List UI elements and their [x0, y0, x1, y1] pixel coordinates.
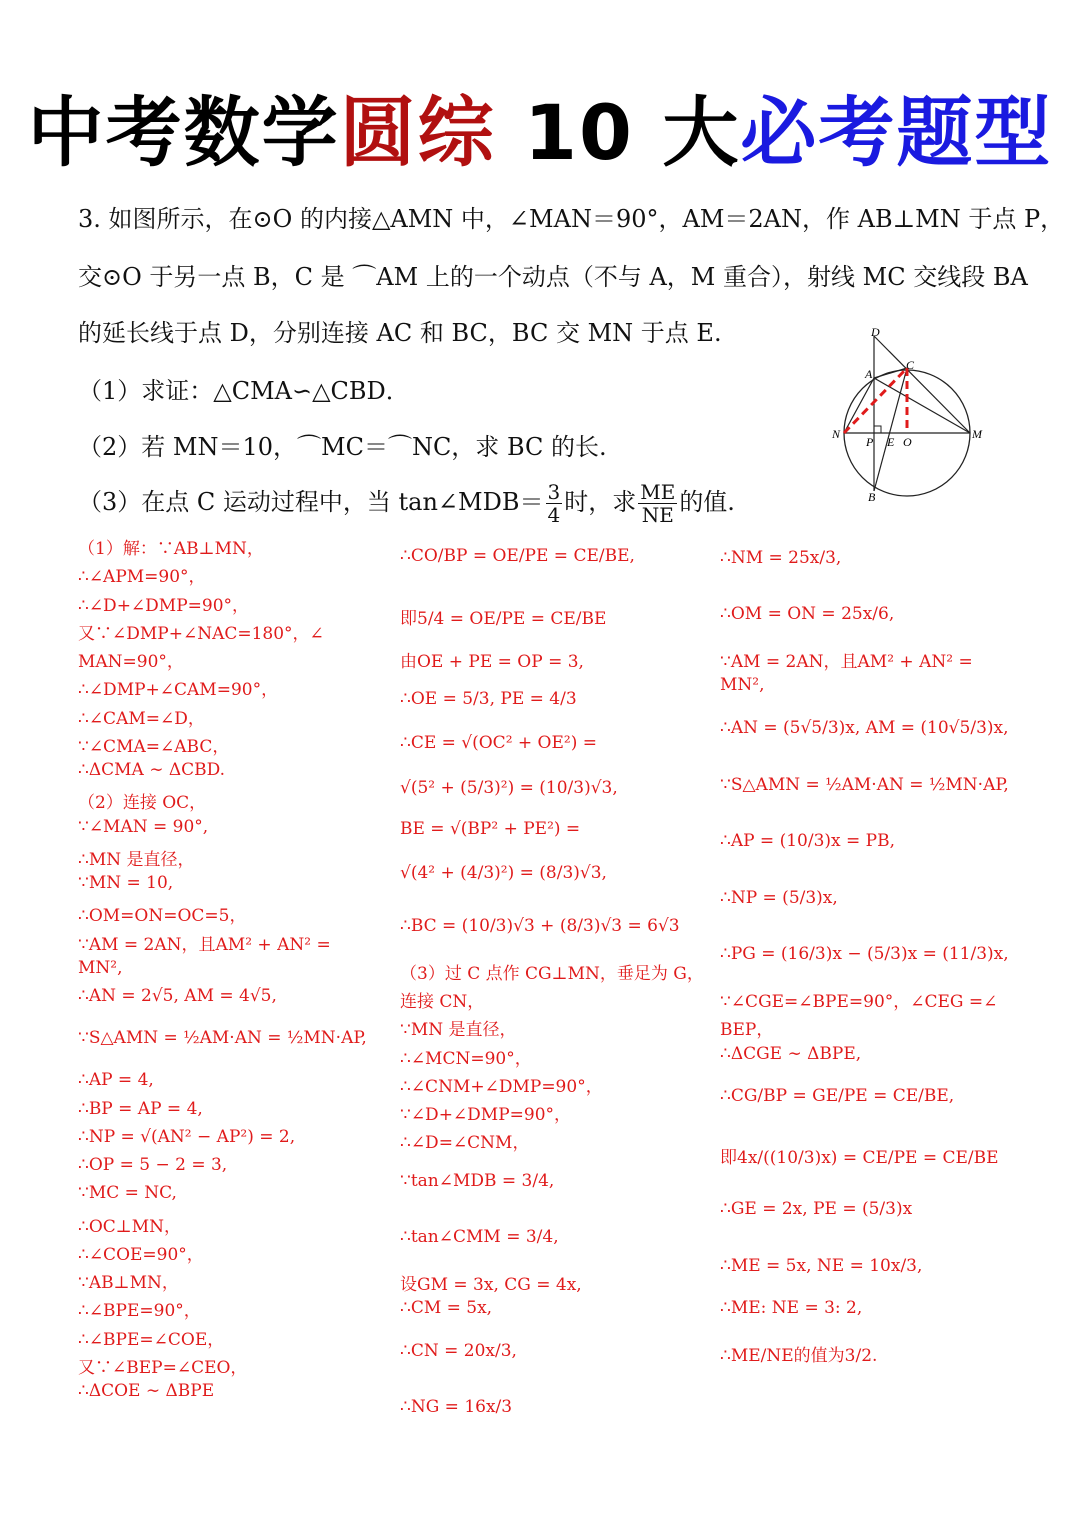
title-part-2: 圆综 — [339, 88, 496, 177]
solution-line: ∴CN = 20x/3, — [400, 1341, 517, 1361]
solution-line: ∴∠D+∠DMP=90°， — [78, 596, 250, 616]
solution-line: ∵MN = 10, — [78, 873, 174, 893]
part-3-text-b: 时，求 — [564, 488, 637, 516]
title-part-3: 10 大 — [495, 88, 741, 177]
frac-denominator: 4 — [547, 503, 561, 527]
frac-denominator: NE — [641, 503, 674, 527]
solution-line: ∴∠DMP+∠CAM=90°， — [78, 680, 279, 700]
title-part-4: 必考题型 — [740, 88, 1053, 177]
solution-line: ∴NP = (5/3)x, — [720, 888, 838, 908]
solution-line: 即4x/((10/3)x) = CE/PE = CE/BE — [720, 1148, 999, 1168]
solution-line: ∴∠MCN=90°， — [400, 1049, 532, 1069]
right-angle-mark — [874, 426, 881, 433]
solution-line: ∵MN 是直径， — [400, 1020, 517, 1040]
solution-line: ∵AM = 2AN，且AM² + AN² = — [720, 652, 973, 672]
problem-part-2: （2）若 MN＝10，⌒MC＝⌒NC，求 BC 的长. — [78, 433, 607, 461]
problem-line-2: 交⊙O 于另一点 B，C 是 ⌒AM 上的一个动点（不与 A，M 重合），射线 MC 交线段 BA — [78, 263, 1028, 291]
solution-line: BEP， — [720, 1020, 774, 1040]
solution-line: ∴NP = √(AN² − AP²) = 2, — [78, 1127, 296, 1147]
solution-line: ∴OM=ON=OC=5， — [78, 906, 247, 926]
problem-part-1: （1）求证：△CMA∽△CBD． — [78, 377, 410, 405]
solution-line: BE = √(BP² + PE²) = — [400, 819, 581, 839]
solution-line: （1）解：∵AB⊥MN， — [78, 539, 264, 559]
solution-line: ∴CE = √(OC² + OE²) = — [400, 733, 598, 753]
page-title — [0, 88, 1080, 178]
solution-line: ∴PG = (16/3)x − (5/3)x = (11/3)x, — [720, 944, 1009, 964]
label-n: N — [832, 427, 841, 441]
solution-line: ∴OM = ON = 25x/6, — [720, 604, 895, 624]
solution-line: ∴AP = 4, — [78, 1070, 154, 1090]
solution-line: ∵∠CMA=∠ABC， — [78, 737, 230, 757]
solution-line: √(4² + (4/3)²) = (8/3)√3, — [400, 863, 607, 883]
geometry-figure — [826, 326, 996, 504]
solution-line: 设GM = 3x, CG = 4x, — [400, 1275, 582, 1295]
solution-line: ∵∠CGE=∠BPE=90°，∠CEG =∠ — [720, 992, 998, 1012]
label-c: C — [906, 358, 915, 372]
solution-line: ∴OC⊥MN， — [78, 1217, 182, 1237]
solution-line: ∴ΔCMA ∼ ΔCBD. — [78, 760, 226, 780]
label-b: B — [868, 490, 876, 504]
solution-line: ∴ΔCGE ∼ ΔBPE, — [720, 1044, 862, 1064]
fraction-3-4 — [546, 481, 563, 526]
solution-line: 连接 CN， — [400, 992, 485, 1012]
solution-line: ∴BP = AP = 4, — [78, 1099, 203, 1119]
part-3-text-c: 的值. — [679, 488, 735, 516]
label-m: M — [972, 427, 982, 441]
solution-line: ∴CO/BP = OE/PE = CE/BE, — [400, 546, 635, 566]
frac-numerator: 3 — [547, 480, 561, 504]
solution-line: ∴∠CNM+∠DMP=90°， — [400, 1077, 603, 1097]
solution-line: MN², — [78, 958, 123, 978]
label-d: D — [871, 326, 880, 339]
solution-line: ∵S△AMN = ½AM·AN = ½MN·AP, — [720, 775, 1009, 795]
solution-line: ∵∠MAN = 90°, — [78, 817, 209, 837]
solution-line: 又∵∠BEP=∠CEO， — [78, 1358, 248, 1378]
solution-line: ∴AN = 2√5, AM = 4√5, — [78, 986, 277, 1006]
title-part-1: 中考数学 — [27, 88, 340, 177]
solution-line: ∴ΔCOE ∼ ΔBPE — [78, 1381, 215, 1401]
label-o: O — [903, 435, 912, 449]
solution-line: ∴ME/NE的值为3/2. — [720, 1346, 878, 1366]
solution-line: （2）连接 OC， — [78, 793, 207, 813]
solution-line: ∴MN 是直径， — [78, 850, 195, 870]
solution-line: ∴CM = 5x, — [400, 1298, 493, 1318]
solution-line: MN², — [720, 675, 765, 695]
solution-line: ∴OE = 5/3, PE = 4/3 — [400, 689, 577, 709]
solution-line: ∴GE = 2x, PE = (5/3)x — [720, 1199, 913, 1219]
solution-line: （3）过 C 点作 CG⊥MN，垂足为 G， — [400, 964, 704, 984]
part-3-text-a: （3）在点 C 运动过程中，当 tan∠MDB＝ — [78, 488, 544, 516]
solution-line: ∴tan∠CMM = 3/4, — [400, 1227, 559, 1247]
solution-line: MAN=90°， — [78, 652, 184, 672]
solution-line: ∴∠BPE=90°， — [78, 1301, 201, 1321]
solution-line: ∵AB⊥MN， — [78, 1273, 179, 1293]
label-p: P — [866, 435, 874, 449]
fraction-me-ne — [638, 481, 677, 526]
solution-line: ∴∠BPE=∠COE， — [78, 1330, 225, 1350]
solution-line: ∴ME = 5x, NE = 10x/3, — [720, 1256, 923, 1276]
solution-line: 即5/4 = OE/PE = CE/BE — [400, 609, 607, 629]
solution-line: ∴ME: NE = 3: 2, — [720, 1298, 863, 1318]
solution-line: 又∵∠DMP+∠NAC=180°，∠ — [78, 624, 324, 644]
segment-am — [874, 378, 970, 433]
solution-line: ∴AP = (10/3)x = PB, — [720, 831, 895, 851]
solution-line: ∴BC = (10/3)√3 + (8/3)√3 = 6√3 — [400, 916, 680, 936]
solution-line: ∵MC = NC, — [78, 1183, 177, 1203]
label-e: E — [887, 435, 895, 449]
solution-line: ∴∠D=∠CNM， — [400, 1133, 530, 1153]
problem-part-3 — [78, 476, 735, 528]
solution-line: ∴∠APM=90°， — [78, 567, 206, 587]
solution-line: ∵AM = 2AN，且AM² + AN² = — [78, 935, 331, 955]
solution-line: ∵∠D+∠DMP=90°， — [400, 1105, 572, 1125]
problem-line-3: 的延长线于点 D，分别连接 AC 和 BC，BC 交 MN 于点 E. — [78, 319, 722, 347]
frac-numerator: ME — [640, 480, 676, 504]
solution-line: ∴∠CAM=∠D， — [78, 709, 205, 729]
solution-line: ∴NG = 16x/3 — [400, 1397, 513, 1417]
solution-line: ∵tan∠MDB = 3/4, — [400, 1171, 555, 1191]
solution-line: 由OE + PE = OP = 3, — [400, 652, 584, 672]
solution-line: ∵S△AMN = ½AM·AN = ½MN·AP, — [78, 1028, 367, 1048]
solution-line: √(5² + (5/3)²) = (10/3)√3, — [400, 778, 618, 798]
segment-na — [844, 378, 874, 433]
segment-dm — [874, 336, 970, 433]
solution-line: ∴OP = 5 − 2 = 3, — [78, 1155, 228, 1175]
solution-line: ∴NM = 25x/3, — [720, 548, 842, 568]
label-a: A — [865, 367, 873, 381]
problem-line-1: 3. 如图所示，在⊙O 的内接△AMN 中，∠MAN＝90°，AM＝2AN，作 AB⊥MN 于点 P， — [78, 205, 1065, 233]
solution-line: ∴∠COE=90°， — [78, 1245, 204, 1265]
solution-line: ∴CG/BP = GE/PE = CE/BE, — [720, 1086, 955, 1106]
solution-line: ∴AN = (5√5/3)x, AM = (10√5/3)x, — [720, 718, 1009, 738]
